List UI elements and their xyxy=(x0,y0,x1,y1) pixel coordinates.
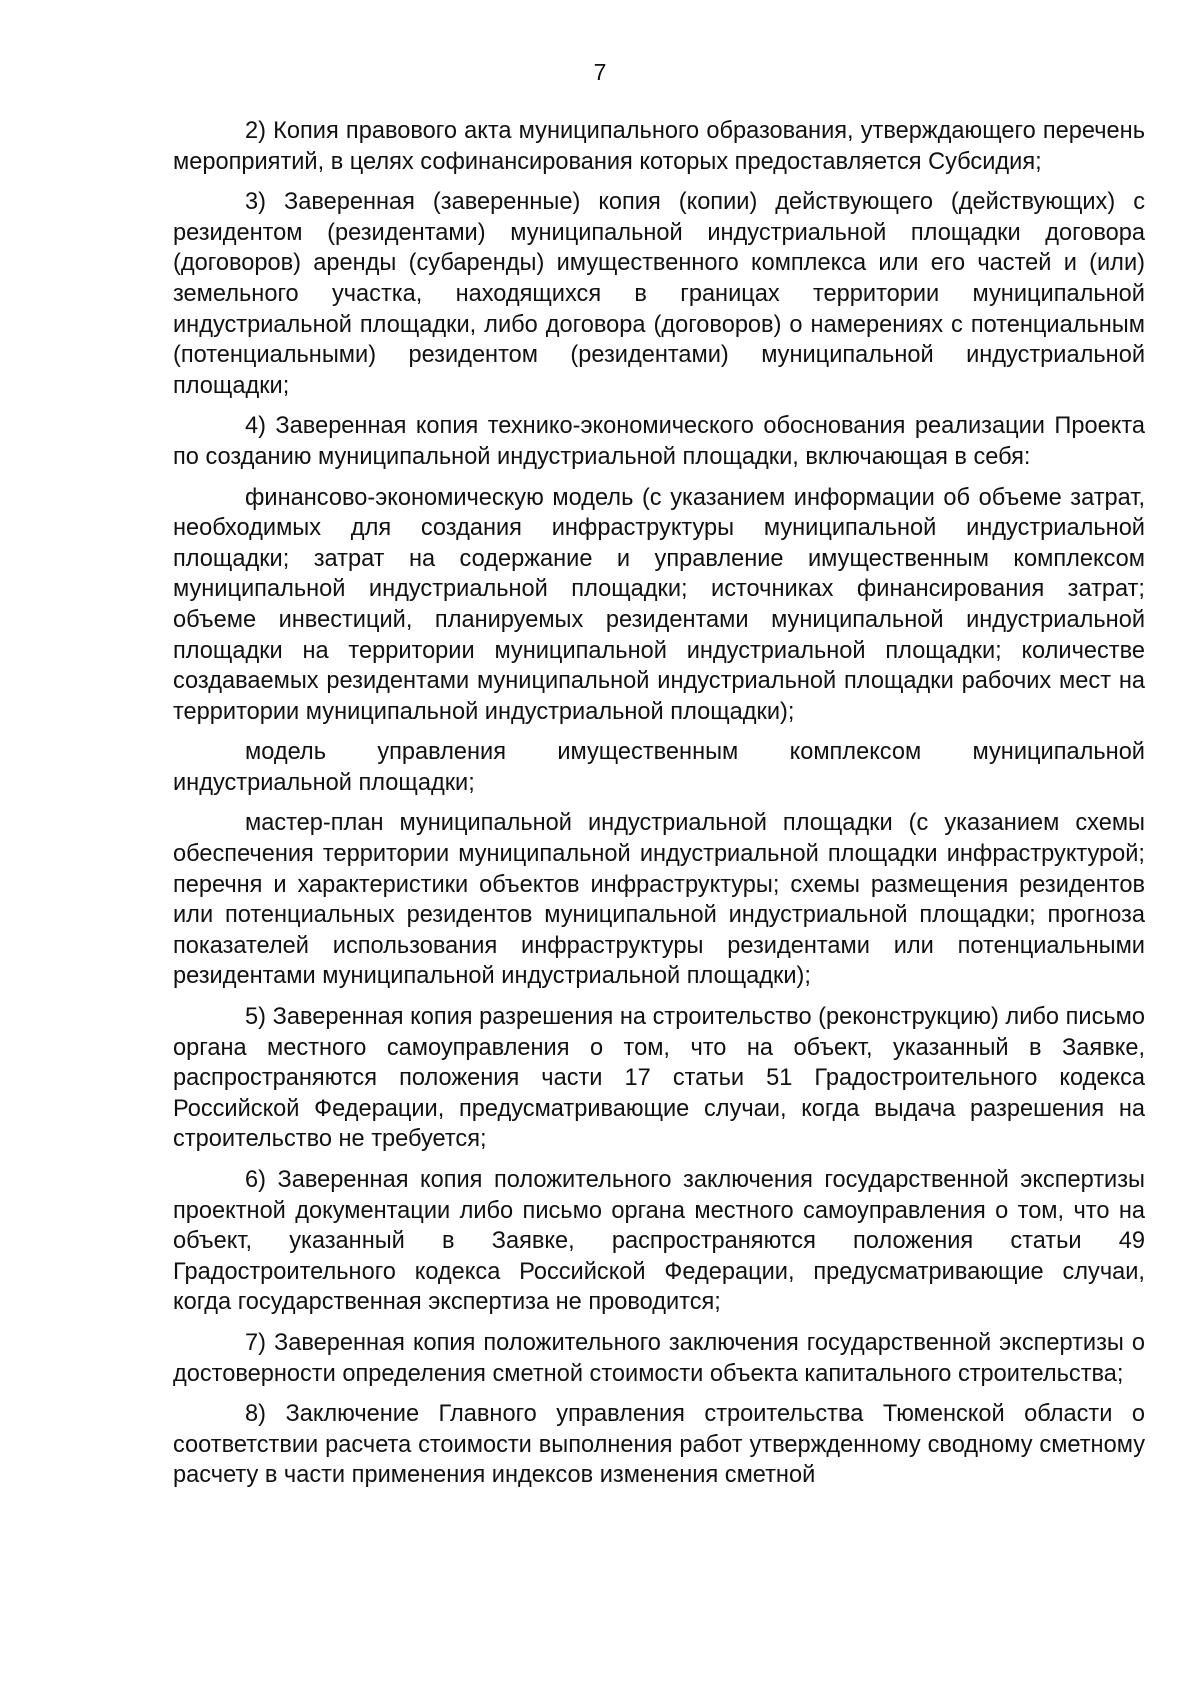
paragraph-management-model: модель управления имущественным комплексом муниципальной индустриальной площадки; xyxy=(173,739,1145,796)
paragraph-financial-model: финансово-экономическую модель (с указанием информации об объеме затрат, необходимых для создания инфраструктуры муниципальной индустриальной площадки; затрат на содержание и управление имущественным комплексом муниципальной индустриальной площадки; источниках финансирования затрат; объеме инвестиций, планируемых резидентами муниципальной индустриальной площадки на территории муниципальной индустриальной площадки; количестве создаваемых резидентами муниципальной индустриальной площадки рабочих мест на территории муниципальной индустриальной площадки); xyxy=(173,484,1145,725)
document-body xyxy=(173,116,1145,1491)
paragraph-item-6: 6) Заверенная копия положительного заключения государственной экспертизы проектной документации либо письмо органа местного самоуправления о том, что на объект, указанный в Заявке, распространяются положения статьи 49 Градостроительного кодекса Российской Федерации, предусматривающие случаи, когда государственная экспертиза не проводится; xyxy=(173,1167,1145,1316)
paragraph-item-5: 5) Заверенная копия разрешения на строительство (реконструкцию) либо письмо органа местного самоуправления о том, что на объект, указанный в Заявке, распространяются положения части 17 статьи 51 Градостроительного кодекса Российской Федерации, предусматривающие случаи, когда выдача разрешения на строительство не требуется; xyxy=(173,1004,1145,1153)
paragraph-item-2: 2) Копия правового акта муниципального образования, утверждающего перечень мероприятий, в целях софинансирования которых предоставляется Субсидия; xyxy=(173,118,1145,175)
paragraph-master-plan: мастер-план муниципальной индустриальной площадки (с указанием схемы обеспечения территории муниципальной индустриальной площадки инфраструктурой; перечня и характеристики объектов инфраструктуры; схемы размещения резидентов или потенциальных резидентов муниципальной индустриальной площадки; прогноза показателей использования инфраструктуры резидентами или потенциальными резидентами муниципальной индустриальной площадки); xyxy=(173,810,1145,990)
paragraph-item-8: 8) Заключение Главного управления строительства Тюменской области о соответствии расчета стоимости выполнения работ утвержденному сводному сметному расчету в части применения индексов изменения сметной xyxy=(173,1401,1145,1489)
paragraph-item-4: 4) Заверенная копия технико-экономического обоснования реализации Проекта по созданию муниципальной индустриальной площадки, включающая в себя: xyxy=(173,413,1145,470)
paragraph-item-3: 3) Заверенная (заверенные) копия (копии) действующего (действующих) с резидентом (резидентами) муниципальной индустриальной площадки договора (договоров) аренды (субаренды) имущественного комплекса или его частей и (или) земельного участка, находящихся в границах территории муниципальной индустриальной площадки, либо договора (договоров) о намерениях с потенциальным (потенциальными) резидентом (резидентами) муниципальной индустриальной площадки; xyxy=(173,189,1145,399)
page-number: 7 xyxy=(593,59,607,85)
paragraph-item-7: 7) Заверенная копия положительного заключения государственной экспертизы о достоверности определения сметной стоимости объекта капитального строительства; xyxy=(173,1329,1145,1387)
